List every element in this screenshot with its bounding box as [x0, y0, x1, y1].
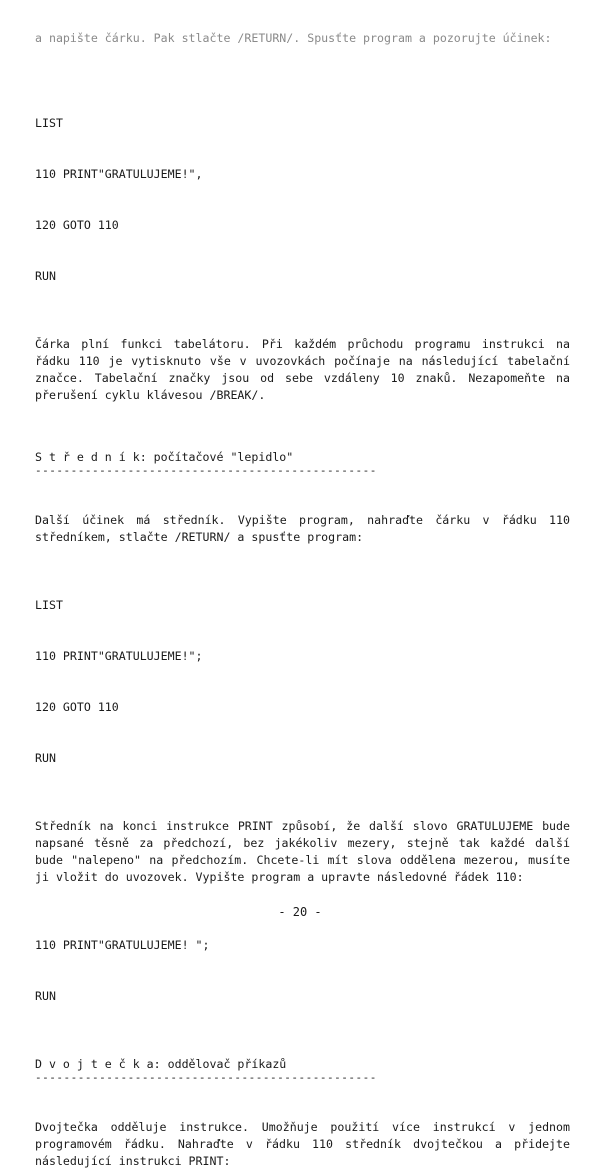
section-underline: ------------------------------------------------ [35, 466, 377, 477]
code-line: 120 GOTO 110 [35, 218, 119, 232]
code-block-list-comma [35, 81, 570, 319]
section-heading-colon: D v o j t e č k a: oddělovač příkazů [35, 1057, 287, 1071]
code-line: 110 PRINT"GRATULUJEME!", [35, 167, 203, 181]
section-heading-semicolon: S t ř e d n í k: počítačové "lepidlo" [35, 450, 294, 464]
semicolon-explanation-paragraph: Středník na konci instrukce PRINT způsobí, že další slovo GRATULUJEME bude napsané těsně za předchozí, bez jakékoliv mezery, stejně tak každé další bude "nalepeno" na předchozím. Chcete-li mít slova oddělena mezerou, musíte ji vložit do uvozovek. Vypište program a upravte následovné řádek 110: [35, 819, 570, 884]
spacer [35, 1085, 570, 1119]
code-line: 110 PRINT"GRATULUJEME!"; [35, 649, 203, 663]
semicolon-intro-paragraph: Další účinek má středník. Vypište program, nahraďte čárku v řádku 110 středníkem, stlačte /RETURN/ a spusťte program: [35, 513, 570, 544]
comma-explanation-paragraph: Čárka plní funkci tabelátoru. Při každém průchodu programu instrukci na řádku 110 je vytisknuto vše v uvozovkách počínaje na následující tabelační značce. Tabelační značky jsou od sebe vzdáleny 10 znaků. Nezapomeňte na přerušení cyklu klávesou /BREAK/. [35, 337, 570, 402]
code-line: RUN [35, 269, 56, 283]
spacer [35, 1039, 570, 1056]
spacer [35, 404, 570, 449]
colon-explanation-paragraph: Dvojtečka odděluje instrukce. Umožňuje použití více instrukcí v jednom programovém řádku. Nahraďte v řádku 110 středník dvojtečkou a přidejte následující instrukci PRINT: [35, 1120, 570, 1168]
spacer [35, 801, 570, 818]
code-block-spaced [35, 903, 570, 1039]
code-line: RUN [35, 751, 56, 765]
document-page [35, 30, 570, 1170]
code-line: RUN [35, 989, 56, 1003]
code-line: 110 PRINT"GRATULUJEME! "; [35, 938, 210, 952]
spacer [35, 478, 570, 512]
spacer [35, 47, 570, 81]
page-number: - 20 - [278, 905, 322, 919]
intro-paragraph: a napište čárku. Pak stlačte /RETURN/. Spusťte program a pozorujte účinek: [35, 31, 552, 45]
code-line: LIST [35, 116, 63, 130]
spacer [35, 319, 570, 336]
spacer [35, 546, 570, 563]
section-underline: ------------------------------------------------ [35, 1073, 377, 1084]
code-block-list-semicolon [35, 563, 570, 801]
code-line: LIST [35, 598, 63, 612]
spacer [35, 886, 570, 903]
code-line: 120 GOTO 110 [35, 700, 119, 714]
